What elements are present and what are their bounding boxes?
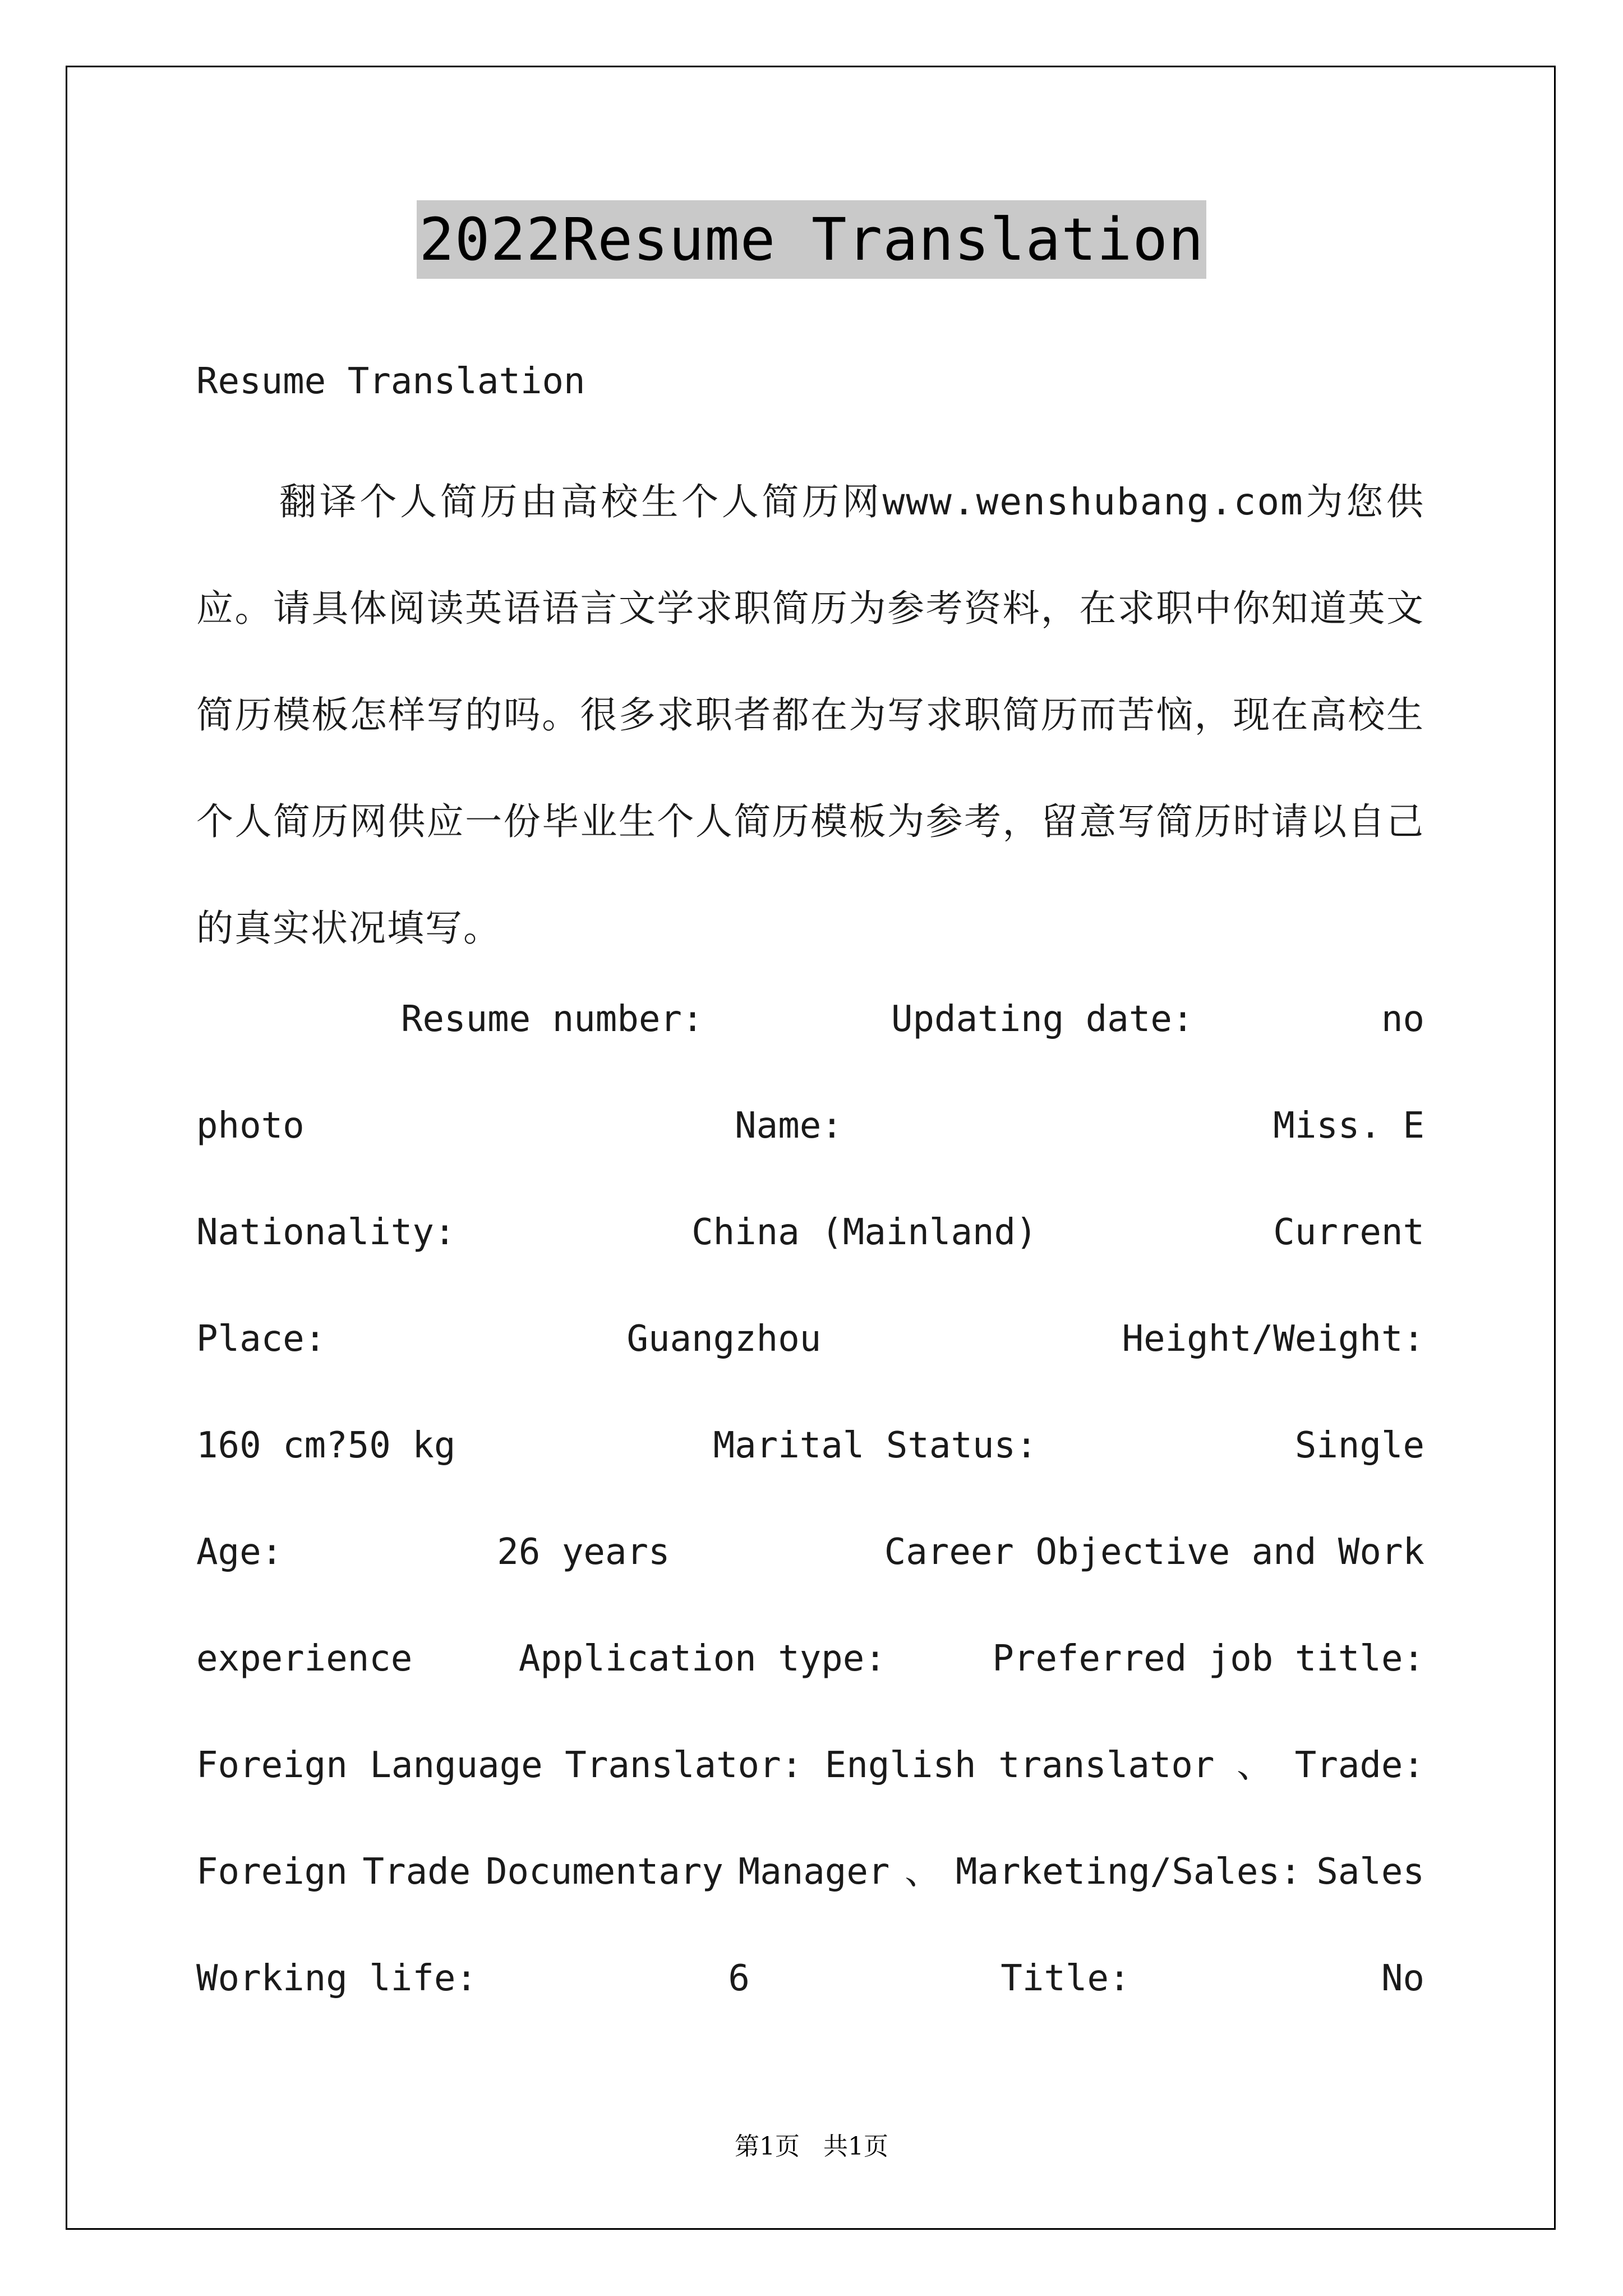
resume-text: Current [1273, 1212, 1424, 1253]
intro-paragraph: 翻译个人简历由高校生个人简历网www.wenshubang.com为您供应。请具体阅读英语语言文学求职简历为参考资料，在求职中你知道英文简历模板怎样写的吗。很多求职者都在为写求职简历而苦恼，现在高校生个人简历网供应一份毕业生个人简历模板为参考，留意写简历时请以自己的真实状况填写。 [196, 480, 1424, 950]
resume-line [196, 1605, 1424, 1712]
resume-text: Documentary [486, 1851, 723, 1893]
resume-line [196, 1925, 1424, 2032]
page-number: 第1页 [735, 2132, 800, 2161]
resume-text: Career Objective and Work [884, 1531, 1424, 1573]
resume-line [196, 1499, 1424, 1605]
resume-text: experience [196, 1638, 413, 1680]
title-container [0, 200, 1623, 279]
page-total: 共1页 [823, 2132, 888, 2161]
resume-text: Language [370, 1745, 543, 1786]
resume-text: 6 [728, 1958, 750, 1999]
resume-details [196, 966, 1424, 2032]
resume-text: translator [998, 1745, 1215, 1786]
resume-text: Nationality: [196, 1212, 456, 1253]
resume-line [196, 1392, 1424, 1499]
resume-text: Guangzhou [626, 1318, 822, 1360]
resume-text: Updating date: [891, 999, 1194, 1040]
resume-text: Place: [196, 1318, 326, 1360]
resume-text: Age: [196, 1531, 283, 1573]
resume-text: Title: [1000, 1958, 1131, 1999]
resume-text: Foreign [196, 1745, 348, 1786]
resume-line [196, 1073, 1424, 1179]
resume-text: Manager [738, 1851, 890, 1893]
resume-text: No [1381, 1958, 1424, 1999]
resume-text: Foreign [196, 1851, 348, 1893]
resume-text: Resume number: [401, 999, 704, 1040]
resume-line [196, 1819, 1424, 1925]
resume-text: 、 [905, 1851, 941, 1893]
resume-text: Preferred job title: [992, 1638, 1424, 1680]
resume-text: Trade: [1294, 1745, 1424, 1786]
resume-text: photo [196, 1105, 305, 1147]
document-subtitle: Resume Translation [196, 361, 585, 402]
resume-line [196, 1179, 1424, 1286]
resume-text: Sales [1316, 1851, 1424, 1893]
resume-text: Application type: [518, 1638, 886, 1680]
resume-text: China (Mainland) [691, 1212, 1038, 1253]
resume-text: Miss. E [1273, 1105, 1424, 1147]
resume-text: Marketing/Sales: [956, 1851, 1302, 1893]
resume-text: English [824, 1745, 976, 1786]
resume-text: no [1381, 999, 1424, 1040]
resume-text: 、 [1237, 1745, 1273, 1786]
resume-text: Working life: [196, 1958, 477, 1999]
resume-line [196, 966, 1424, 1073]
resume-line [196, 1286, 1424, 1392]
resume-text: 160 cm?50 kg [196, 1425, 456, 1466]
resume-text: 26 years [497, 1531, 670, 1573]
document-title: 2022Resume Translation [417, 200, 1206, 279]
resume-line [196, 1712, 1424, 1819]
resume-text: Marital Status: [713, 1425, 1038, 1466]
resume-text: Single [1294, 1425, 1424, 1466]
resume-text: Trade [362, 1851, 471, 1893]
page-footer [0, 2126, 1623, 2162]
resume-text: Name: [735, 1105, 843, 1147]
resume-text: Translator: [565, 1745, 803, 1786]
resume-text: Height/Weight: [1122, 1318, 1424, 1360]
